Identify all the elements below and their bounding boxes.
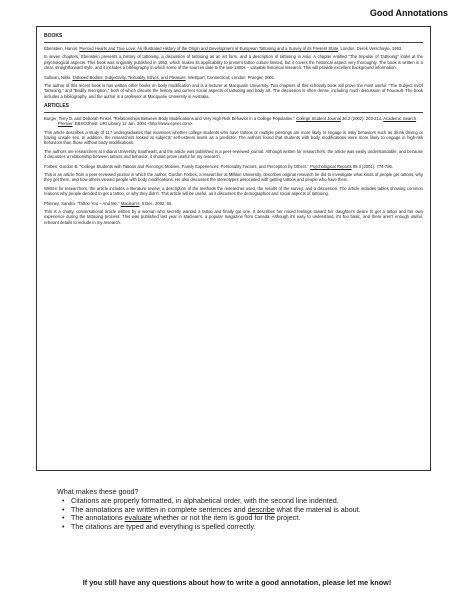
annotation: Written for researchers, the article includes a literature review, a description of the methods the researcher used, the results of the survey, and a discussion. The article includes tables showing common reasons why people decided to get a tattoo, or why they didn't. This article will be useful, as it discusses the demographics and social aspects of tattooing. (44, 185, 423, 197)
divider (44, 42, 423, 43)
annotation: The authors are researchers at Indiana University Southeast, and the article was published in a peer-reviewed journal. Although written for researchers, the article was easily understandable, and because it discusses a relationship between tattoos and behavior, it should prove useful for my research. (44, 148, 423, 160)
criteria-item: • The citations are typed and everything is spelled correctly. (62, 521, 256, 531)
citation: Forbes, Gordon B. "College Students with Tattoos and Piercings: Motives, Family Experiences, Personality Factors, and Perception by Others." Psychological Reports 89.3 (2001): 774-786. (44, 163, 394, 169)
article-entry-phinney (44, 201, 423, 226)
citation: Ebenstein, Hanns. Pierced Hearts and True Love: An Illustrated History of the Origin and Development of European Tattooing and a Survey of its Present State. London: Derek Verschoyle, 1953. (44, 46, 403, 51)
page-title: Good Annotations (369, 8, 448, 18)
divider (44, 112, 423, 113)
bullet-icon: • (62, 496, 65, 505)
annotation: In seven chapters, Ebenstein presents a history of tattooing, a discussion of tattooing as an art form, and a description of tattooing in Asia. A chapter entitled "The Impulse of Tattooing" looks at the psychological aspects. This book was originally published in 1953, which makes its applicability to present tattoo culture limited, but it covers the historical aspect very thoroughly. The book is written in a clear, straightforward style, and it includes a bibliography in which some of the sources date to the late 1800s – valuable historical research. This will provide excellent background information. (44, 54, 423, 71)
annotation: This is a chatty, conversational article written by a woman who secretly wanted a tattoo and finally got one. It describes her mixed feelings toward her daughter's desire to get a tattoo and her own experience during the tattooing process. This was published last year in Maclean's, a popular magazine from Canada. Although it's easy to understand, it's too basic, and there aren't enough useful, relevant details to include in my research. (44, 208, 423, 225)
books-heading: BOOKS (44, 33, 63, 39)
closing-note: If you still have any questions about how to write a good annotation, please let me know! (82, 578, 392, 587)
book-entry-ebenstein (44, 46, 423, 71)
articles-heading: ARTICLES (44, 103, 69, 110)
bullet-icon: • (62, 513, 65, 523)
annotated-bibliography-box (36, 26, 431, 471)
criteria-list (57, 497, 447, 531)
annotation: This is an article from a peer-reviewed journal in which the author, Gordon Forbes, a researcher at Millikin University, describes original research he did to investigate what kinds of people get tattoos, why they get them, and how others viewed people with body modifications. He also discusses the stereotypes associated with getting tattoos and people who have them. (44, 171, 423, 183)
citation: Phinney, Sandra. "Tattoo You – And Me." Maclean's, 9 Dec. 2002: 65. (44, 200, 173, 206)
criteria-item: • Citations are properly formatted, in alphabetical order, with the second line indented. (62, 496, 339, 505)
book-entry-sullivan (44, 75, 423, 100)
article-entry-forbes (44, 164, 423, 197)
question: What makes these good? (57, 487, 139, 496)
annotation: The author of this recent book is has written other books on body modification and is a lecturer at Macquarie University. Two chapters of this scholarly book will prove the most useful: "The Subject In/Of Tattooing," and "Bodily Inscription," both of which discuss the history and current social aspects of tattooing and body art. The discussion is often dense, including much discussion of Foucault. The book includes a bibliography, and the author is a professor at Macquarie University in Australia. (44, 82, 423, 99)
citation: Burger, Terry D. and Deborah Finkel. "Relationships Between Body Modifications and Very High Risk Behavior in a College Population." College Student Journal 36.2 (2002): 203-214. Academic Search Premier. EBSCOhost. URI Library 12 Jan. 2004 <http://www.epnet.com>. (44, 116, 417, 127)
criteria-item: • The annotations are written in complete sentences and describe what the material is about. (62, 504, 361, 514)
criteria-item: • The annotations evaluate whether or not the item is good for the project. (62, 513, 301, 523)
annotation: This article describes a study of 117 undergraduates that examines whether college students who have tattoos or multiple piercings are more likely to engage in risky behaviors such as drunk driving or having unsafe sex. In addition, the researchers looked at subjects' self-esteem levels as a predictor. The authors found that students with body modifications were more likely to engage in high-risk behaviors than those without body modifications. (44, 129, 423, 146)
bullet-icon: • (62, 521, 65, 531)
article-entry-burger (44, 116, 423, 160)
bullet-icon: • (62, 504, 65, 514)
citation: Sullivan, Nikki. Tattooed Bodies: Subjectivity, Textuality, Ethics, and Pleasure. Westport, Connecticut; London: Praeger, 2001. (44, 74, 276, 80)
explanation-section (57, 487, 447, 531)
